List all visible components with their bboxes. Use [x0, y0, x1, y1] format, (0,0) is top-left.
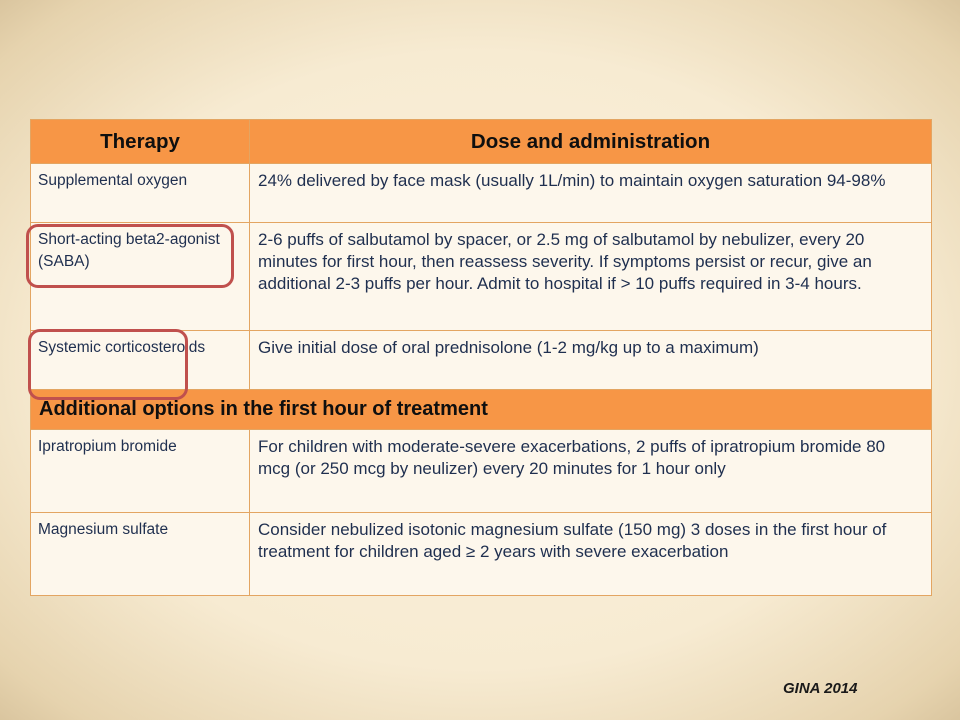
- therapy-cell: Magnesium sulfate: [31, 513, 250, 596]
- section-title: Additional options in the first hour of treatment: [31, 390, 932, 430]
- citation: GINA 2014: [783, 680, 858, 697]
- table-row-saba: [31, 223, 932, 331]
- therapy-cell: Systemic corticosteroids: [31, 331, 250, 390]
- table-row-corticosteroids: [31, 331, 932, 390]
- dose-cell: Give initial dose of oral prednisolone (1-2 mg/kg up to a maximum): [250, 331, 932, 390]
- therapy-cell: Short-acting beta2-agonist (SABA): [31, 223, 250, 331]
- dose-cell: For children with moderate-severe exacerbations, 2 puffs of ipratropium bromide 80 mcg (or 250 mcg by neulizer) every 20 minutes for 1 hour only: [250, 430, 932, 513]
- table-row-ipratropium: [31, 430, 932, 513]
- header-dose: Dose and administration: [250, 120, 932, 164]
- treatment-table: [30, 119, 932, 596]
- table-row-oxygen: [31, 164, 932, 223]
- therapy-cell: Supplemental oxygen: [31, 164, 250, 223]
- dose-cell: Consider nebulized isotonic magnesium sulfate (150 mg) 3 doses in the first hour of treatment for children aged ≥ 2 years with severe exacerbation: [250, 513, 932, 596]
- section-header-row: [31, 390, 932, 430]
- dose-cell: 24% delivered by face mask (usually 1L/min) to maintain oxygen saturation 94-98%: [250, 164, 932, 223]
- therapy-cell: Ipratropium bromide: [31, 430, 250, 513]
- table-row-magnesium: [31, 513, 932, 596]
- dose-cell: 2-6 puffs of salbutamol by spacer, or 2.5 mg of salbutamol by nebulizer, every 20 minutes for first hour, then reassess severity. If symptoms persist or recur, give an additional 2-3 puffs per hour. Admit to hospital if > 10 puffs required in 3-4 hours.: [250, 223, 932, 331]
- table-header-row: [31, 120, 932, 164]
- header-therapy: Therapy: [31, 120, 250, 164]
